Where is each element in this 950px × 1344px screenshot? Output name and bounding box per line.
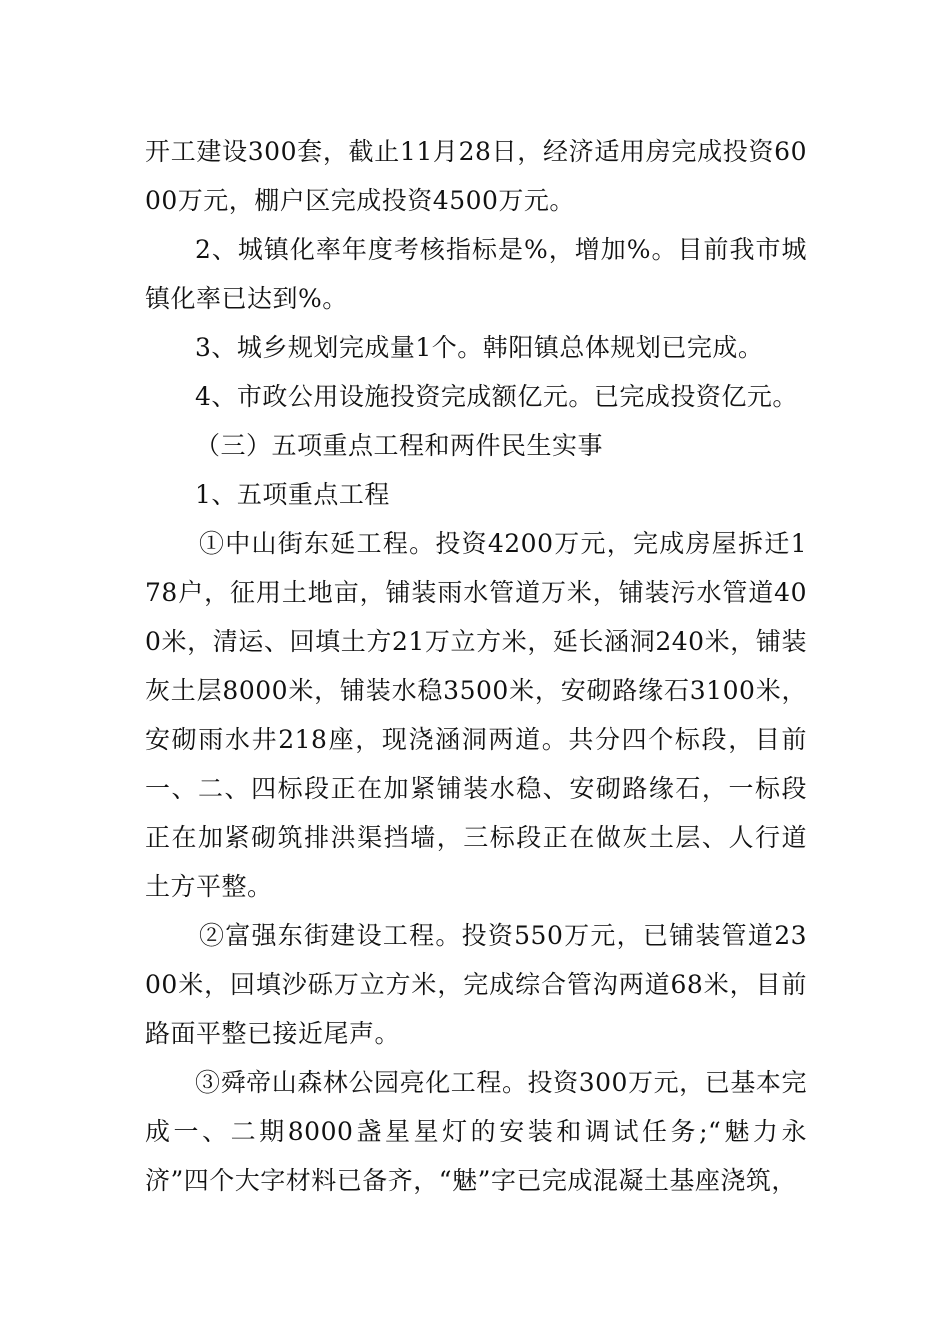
section-heading-key-projects: （三）五项重点工程和两件民生实事	[195, 431, 604, 460]
document-body	[145, 127, 807, 1205]
subsection-heading-five-projects: 1、五项重点工程	[195, 480, 390, 509]
paragraph-housing-investment: 开工建设300套，截止11月28日，经济适用房完成投资6000万元，棚户区完成投资4500万元。	[145, 137, 807, 215]
paragraph-zhongshan-street: ①中山街东延工程。投资4200万元，完成房屋拆迁178户，征用土地亩，铺装雨水管道万米，铺装污水管道400米，清运、回填土方21万立方米，延长涵洞240米，铺装灰土层8000米，铺装水稳3500米，安砌路缘石3100米，安砌雨水井218座，现浇涵洞两道。共分四个标段，目前一、二、四标段正在加紧铺装水稳、安砌路缘石，一标段正在加紧砌筑排洪渠挡墙，三标段正在做灰土层、人行道土方平整。	[145, 529, 807, 901]
paragraph-shundi-mountain-park: ③舜帝山森林公园亮化工程。投资300万元，已基本完成一、二期8000盏星星灯的安装和调试任务;“魅力永济”四个大字材料已备齐，“魅”字已完成混凝土基座浇筑，	[145, 1068, 807, 1195]
paragraph-municipal-investment: 4、市政公用设施投资完成额亿元。已完成投资亿元。	[195, 382, 798, 411]
paragraph-urban-rural-planning: 3、城乡规划完成量1个。韩阳镇总体规划已完成。	[195, 333, 764, 362]
paragraph-urbanization-rate: 2、城镇化率年度考核指标是%，增加%。目前我市城镇化率已达到%。	[145, 235, 807, 313]
paragraph-fuqiang-east-street: ②富强东街建设工程。投资550万元，已铺装管道2300米，回填沙砾万立方米，完成综合管沟两道68米，目前路面平整已接近尾声。	[145, 921, 807, 1048]
